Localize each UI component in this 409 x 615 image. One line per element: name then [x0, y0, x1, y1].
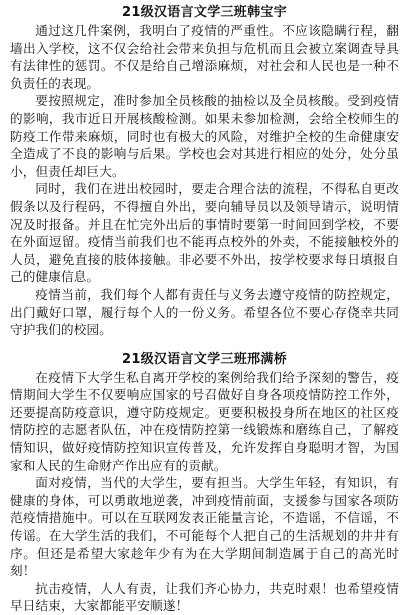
paragraph: 面对疫情，当代的大学生，要有担当。大学生年轻，有知识，有健康的身体，可以勇敢地逆袭，冲到疫情前面，支援参与国家各项防范疫情措施中。可以在互联网发表正能量言论，不造谣，不信谣，不传谣。在大学生活的我们，不可能每个人把自己的生活规划的井井有序。但还是希望大家趁年少有为在大学期间制造属于自己的高光时刻！	[10, 475, 399, 579]
section-1	[10, 4, 399, 339]
paragraph: 疫情当前，我们每个人都有责任与义务去遵守疫情的防控规定，出门戴好口罩，履行每个人的一份义务。希望各位不要心存侥幸共同守护我们的校园。	[10, 286, 399, 338]
paragraph: 要按照规定，准时参加全员核酸的抽检以及全员核酸。受到疫情的影响，我市近日开展核酸检测。如果未参加检测，会给全校师生的防疫工作带来麻烦，同时也有极大的风险，对维护全校的生命健康安全造成了不良的影响与后果。学校也会对其进行相应的处分，处分虽小，但责任却巨大。	[10, 93, 399, 179]
paragraph: 同时，我们在进出校园时，要走合理合法的流程，不得私自更改假条以及行程码，不得擅自外出，要向辅导员以及领导请示，说明情况及时报备。并且在忙完外出后的事情时要第一时间回到学校，不要在外面逗留。疫情当前我们也不能再点校外的外卖，不能接触校外的人员，避免直接的肢体接触。非必要不外出，按学校要求每日填报自己的健康信息。	[10, 181, 399, 285]
section-2	[10, 351, 399, 615]
section-title: 21级汉语言文学三班邢满桥	[122, 351, 287, 367]
paragraph: 抗击疫情，人人有责，让我们齐心协力，共克时艰！也希望疫情早日结束，大家都能平安顺遂！	[10, 580, 399, 614]
section-title: 21级汉语言文学三班韩宝宇	[122, 5, 287, 20]
paragraph: 在疫情下大学生私自离开学校的案例给我们给予深刻的警告，疫情期间大学生不仅要响应国家的号召做好自身各项疫情防控工作外，还要提高防疫意识，遵守防疫规定。更要积极投身所在地区的社区疫情防控的志愿者队伍，冲在疫情防控第一线锻炼和磨练自己，了解疫情知识，做好疫情防控知识宣传普及，允许发挥自身聪明才智，为国家和人民的生命财产作出应有的贡献。	[10, 369, 399, 473]
paragraph: 通过这几件案例，我明白了疫情的严重性。不应该隐瞒行程，翻墙出入学校，这不仅会给社会带来负担与危机而且会被立案调查导具有法律性的惩罚。不仅是给自己增添麻烦，对社会和人民也是一种不负责任的表现。	[10, 23, 399, 91]
